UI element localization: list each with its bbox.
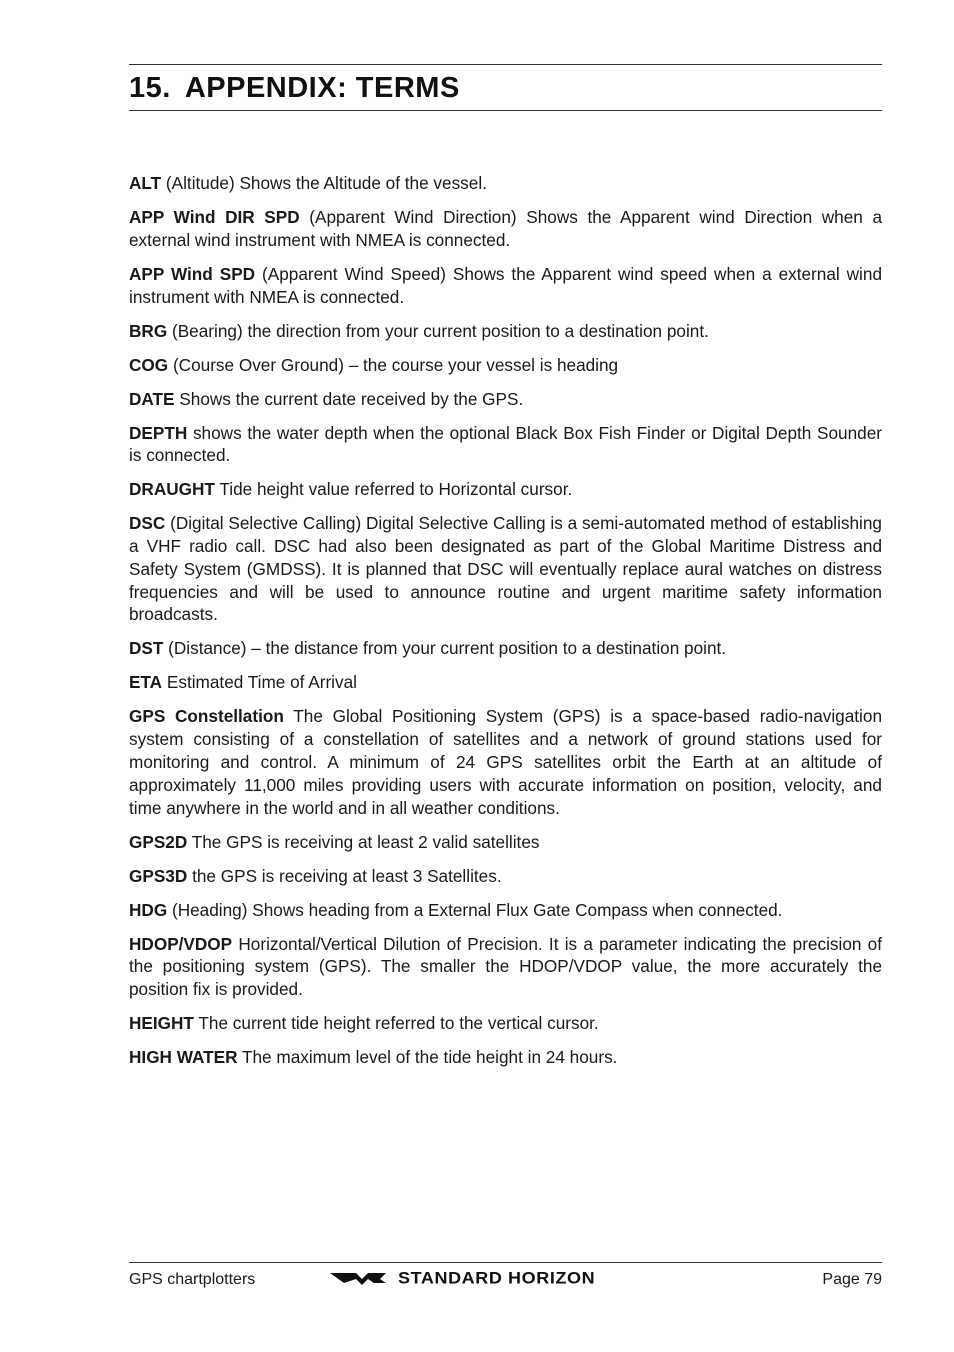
term-name: DST bbox=[129, 638, 164, 659]
term-definition: (Apparent Wind Direction) Shows the Apparent wind Direction when a external wind instrument with NMEA is connected. bbox=[129, 206, 882, 250]
footer-product-label: GPS chartplotters bbox=[129, 1271, 256, 1288]
term-entry bbox=[129, 478, 882, 501]
term-entry bbox=[129, 705, 882, 819]
term-name: DATE bbox=[129, 388, 175, 409]
term-entry bbox=[129, 1012, 882, 1035]
brand-name: STANDARD HORIZON bbox=[398, 1268, 596, 1287]
term-definition: (Altitude) Shows the Altitude of the vessel. bbox=[165, 173, 487, 193]
term-entry bbox=[129, 899, 882, 922]
term-definition: The current tide height referred to the vertical cursor. bbox=[198, 1013, 599, 1034]
term-entry bbox=[129, 933, 882, 1001]
term-name: BRG bbox=[129, 320, 168, 341]
term-entry bbox=[129, 671, 882, 694]
term-name: DEPTH bbox=[129, 422, 188, 443]
term-definition: The maximum level of the tide height in 24 hours. bbox=[242, 1047, 618, 1068]
term-name: GPS2D bbox=[129, 831, 188, 852]
term-name: HDOP/VDOP bbox=[129, 933, 233, 954]
term-entry bbox=[129, 512, 882, 626]
term-name: ETA bbox=[129, 672, 163, 693]
header-bottom-rule bbox=[129, 110, 882, 111]
term-entry bbox=[129, 637, 882, 660]
chapter-title: APPENDIX: TERMS bbox=[184, 72, 460, 104]
chapter-number: 15. bbox=[129, 72, 171, 104]
term-definition: the GPS is receiving at least 3 Satellites. bbox=[192, 865, 502, 886]
term-definition: (Heading) Shows heading from a External Flux Gate Compass when connected. bbox=[171, 899, 783, 920]
term-definition: (Apparent Wind Speed) Shows the Apparent wind speed when a external wind instrument with NMEA is connected. bbox=[129, 263, 882, 307]
standard-horizon-wave-logo-icon bbox=[330, 1270, 388, 1286]
term-definition: (Bearing) the direction from your current position to a destination point. bbox=[171, 320, 709, 341]
term-definition: Estimated Time of Arrival bbox=[166, 672, 357, 693]
terms-list bbox=[129, 172, 882, 1080]
term-entry bbox=[129, 1046, 882, 1069]
header-top-rule bbox=[129, 64, 882, 65]
page-title bbox=[129, 72, 460, 105]
brand-logo bbox=[330, 1266, 595, 1290]
term-entry bbox=[129, 354, 882, 377]
term-entry bbox=[129, 172, 882, 195]
term-definition: The GPS is receiving at least 2 valid satellites bbox=[191, 831, 540, 852]
term-name: ALT bbox=[129, 173, 162, 193]
term-definition: (Digital Selective Calling) Digital Selective Calling is a semi-automated method of establishing a VHF radio call. DSC had also been designated as part of the Global Maritime Distress and Safety System (GMDSS). It is planned that DSC will eventually replace aural watches on distress frequencies and will be used to announce routine and urgent maritime safety information broadcasts. bbox=[129, 513, 882, 625]
term-entry bbox=[129, 831, 882, 854]
term-definition: (Course Over Ground) – the course your vessel is heading bbox=[172, 354, 619, 375]
page-number: Page 79 bbox=[822, 1271, 882, 1288]
term-name: GPS3D bbox=[129, 865, 188, 886]
footer-rule bbox=[129, 1262, 882, 1263]
term-name: GPS Constellation bbox=[129, 706, 284, 727]
term-definition: The Global Positioning System (GPS) is a space-based radio-navigation system consisting of a constellation of satellites and a network of ground stations used for monitoring and control. A minimum of 24 GPS satellites orbit the Earth at an altitude of approximately 11,000 miles providing users with accurate information on position, velocity, and time anywhere in the world and in all weather conditions. bbox=[129, 706, 882, 818]
term-name: DSC bbox=[129, 513, 166, 534]
term-name: HDG bbox=[129, 899, 168, 920]
term-definition: (Distance) – the distance from your current position to a destination point. bbox=[168, 638, 727, 659]
term-entry bbox=[129, 320, 882, 343]
term-entry bbox=[129, 206, 882, 252]
term-name: HEIGHT bbox=[129, 1013, 194, 1034]
term-definition: Shows the current date received by the GPS. bbox=[179, 388, 524, 409]
term-definition: Horizontal/Vertical Dilution of Precision. It is a parameter indicating the precision of the positioning system (GPS). The smaller the HDOP/VDOP value, the more accurately the position fix is provided. bbox=[129, 933, 882, 1000]
term-definition: shows the water depth when the optional Black Box Fish Finder or Digital Depth Sounder is connected. bbox=[129, 422, 882, 466]
term-name: HIGH WATER bbox=[129, 1047, 238, 1068]
term-name: APP Wind SPD bbox=[129, 263, 256, 284]
term-name: DRAUGHT bbox=[129, 479, 215, 500]
term-name: COG bbox=[129, 354, 169, 375]
term-entry bbox=[129, 388, 882, 411]
term-entry bbox=[129, 865, 882, 888]
term-entry bbox=[129, 422, 882, 468]
term-definition: Tide height value referred to Horizontal cursor. bbox=[219, 479, 573, 500]
term-name: APP Wind DIR SPD bbox=[129, 206, 300, 227]
term-entry bbox=[129, 263, 882, 309]
